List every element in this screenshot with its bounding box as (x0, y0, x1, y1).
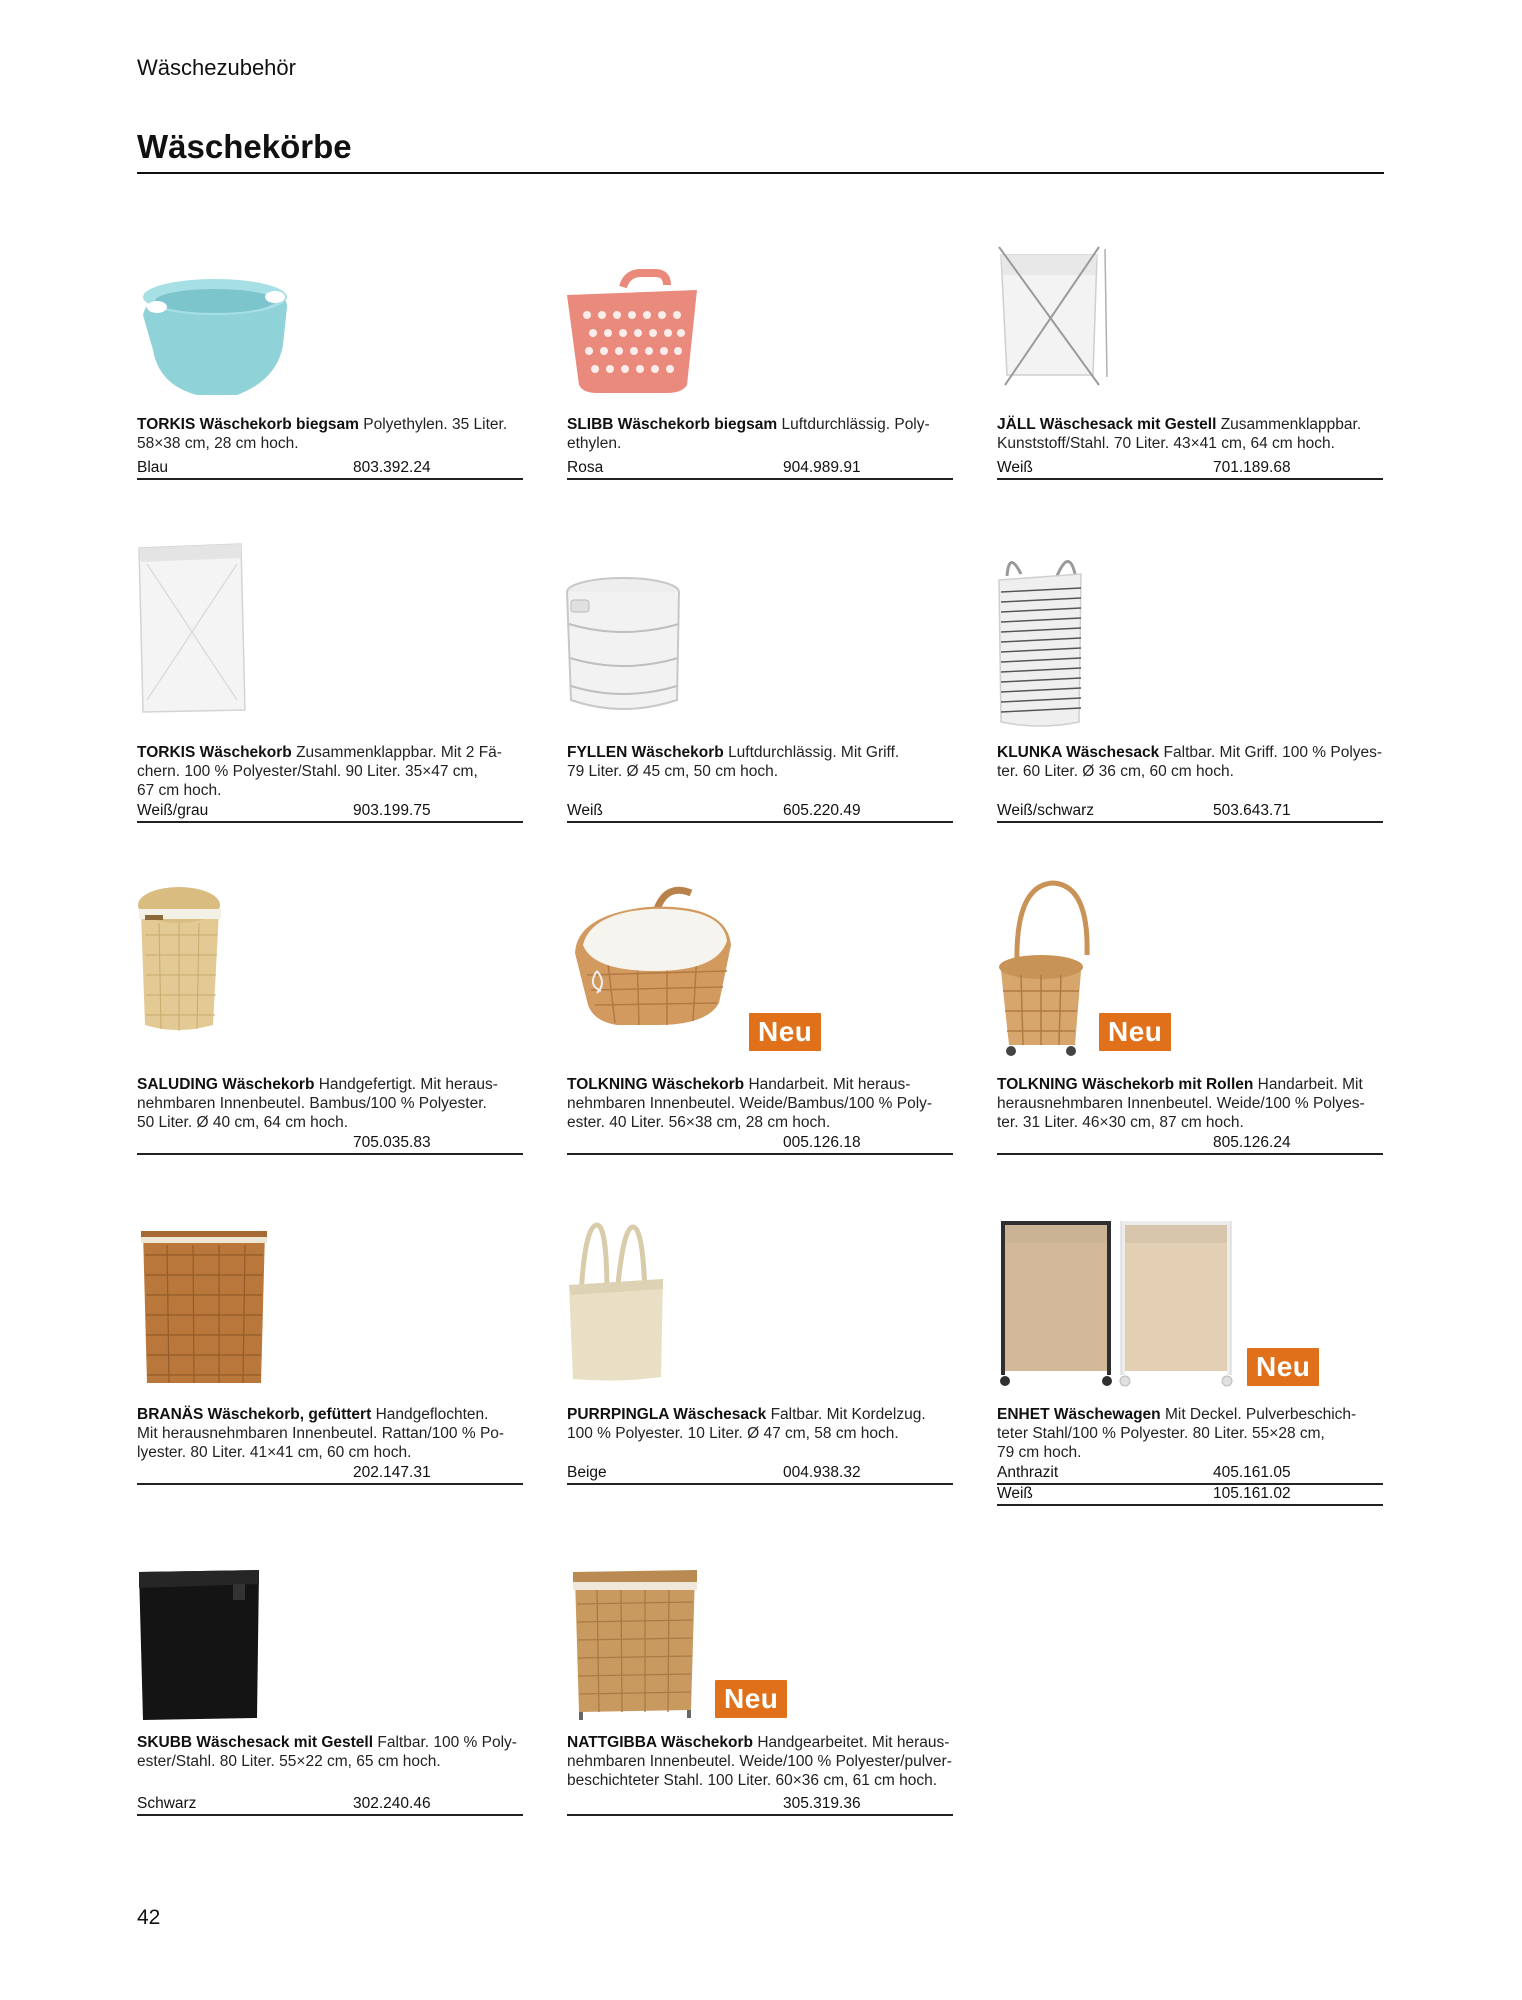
article-number: 004.938.32 (783, 1464, 861, 1481)
article-row (137, 1463, 523, 1485)
product-description (137, 743, 523, 800)
desc-line: nehmbaren Innenbeutel. Weide/Bambus/100 % Poly- (567, 1095, 933, 1112)
new-badge: Neu (1099, 1013, 1171, 1051)
variant-label: Weiß/grau (137, 802, 209, 819)
page-title: Wäschekörbe (137, 128, 352, 165)
product-name: SKUBB Wäschesack mit Gestell (137, 1734, 374, 1751)
page-number: 42 (137, 1906, 161, 1929)
product-description (997, 1075, 1383, 1132)
article-row (997, 801, 1383, 823)
product-image (567, 1215, 953, 1405)
desc-line: Luftdurchlässig. Mit Griff. (728, 744, 900, 761)
desc-line: nehmbaren Innenbeutel. Weide/100 % Polyester/pulver- (567, 1753, 952, 1770)
article-row (137, 1133, 523, 1155)
product-image (137, 875, 523, 1065)
desc-line: lyester. 80 Liter. 41×41 cm, 60 cm hoch. (137, 1444, 412, 1461)
article-row (997, 458, 1383, 480)
variant-label: Weiß (997, 1485, 1033, 1502)
article-row (137, 458, 523, 480)
article-row (137, 1794, 523, 1816)
article-number: 202.147.31 (353, 1464, 431, 1481)
article-row (567, 801, 953, 823)
product-description (567, 1733, 953, 1790)
product-description (997, 743, 1383, 781)
variant-label: Schwarz (137, 1795, 197, 1812)
desc-line: ester/Stahl. 80 Liter. 55×22 cm, 65 cm hoch. (137, 1753, 441, 1770)
desc-line: Faltbar. Mit Griff. 100 % Polyes- (1163, 744, 1383, 761)
article-number: 805.126.24 (1213, 1134, 1291, 1151)
desc-line: 79 cm hoch. (997, 1444, 1082, 1461)
desc-line: ethylen. (567, 435, 622, 452)
product-image (567, 1560, 953, 1750)
product-image (137, 1215, 523, 1405)
desc-line: Handgeflochten. (375, 1406, 489, 1423)
desc-line: ester. 40 Liter. 56×38 cm, 28 cm hoch. (567, 1114, 831, 1131)
article-row (137, 801, 523, 823)
desc-line: beschichteter Stahl. 100 Liter. 60×36 cm, 61 cm hoch. (567, 1772, 938, 1789)
article-row (567, 1133, 953, 1155)
product-image (567, 245, 953, 435)
product-description (137, 1075, 523, 1132)
product-image (997, 875, 1383, 1065)
desc-line: teter Stahl/100 % Polyester. 80 Liter. 55×28 cm, (997, 1425, 1325, 1442)
new-badge: Neu (749, 1013, 821, 1051)
product-description (137, 1405, 523, 1462)
desc-line: Polyethylen. 35 Liter. (363, 416, 508, 433)
product-image (137, 245, 523, 435)
product-description (567, 1405, 953, 1443)
desc-line: Zusammenklappbar. (1220, 416, 1362, 433)
product-description (137, 415, 523, 453)
desc-line: Handgearbeitet. Mit heraus- (757, 1734, 950, 1751)
product-image (997, 1215, 1383, 1405)
product-name: KLUNKA Wäschesack (997, 744, 1160, 761)
product-image (137, 1560, 523, 1750)
desc-line: Luftdurchlässig. Poly- (781, 416, 930, 433)
product-name: JÄLL Wäschesack mit Gestell (997, 416, 1217, 433)
product-name: ENHET Wäschewagen (997, 1406, 1161, 1423)
article-number: 705.035.83 (353, 1134, 431, 1151)
product-description (567, 743, 953, 781)
title-divider (137, 172, 1384, 174)
product-name: SLIBB Wäschekorb biegsam (567, 416, 778, 433)
product-name: TORKIS Wäschekorb biegsam (137, 416, 359, 433)
product-image (137, 540, 523, 730)
article-number: 605.220.49 (783, 802, 861, 819)
desc-line: Mit herausnehmbaren Innenbeutel. Rattan/100 % Po- (137, 1425, 505, 1442)
desc-line: Faltbar. 100 % Poly- (377, 1734, 517, 1751)
product-description (137, 1733, 523, 1771)
article-number: 302.240.46 (353, 1795, 431, 1812)
variant-label: Weiß (567, 802, 603, 819)
variant-label: Anthrazit (997, 1464, 1059, 1481)
variant-label: Blau (137, 459, 169, 476)
product-image (567, 540, 953, 730)
desc-line: 58×38 cm, 28 cm hoch. (137, 435, 299, 452)
article-number: 405.161.05 (1213, 1464, 1291, 1481)
article-number: 904.989.91 (783, 459, 861, 476)
variant-label: Beige (567, 1464, 607, 1481)
product-description (997, 415, 1383, 453)
desc-line: Handgefertigt. Mit heraus- (318, 1076, 498, 1093)
desc-line: Handarbeit. Mit heraus- (748, 1076, 911, 1093)
article-row (567, 1794, 953, 1816)
article-row (567, 1463, 953, 1485)
product-name: SALUDING Wäschekorb (137, 1076, 315, 1093)
article-row (997, 1463, 1383, 1485)
desc-line: ter. 31 Liter. 46×30 cm, 87 cm hoch. (997, 1114, 1244, 1131)
desc-line: 50 Liter. Ø 40 cm, 64 cm hoch. (137, 1114, 349, 1131)
new-badge: Neu (1247, 1348, 1319, 1386)
desc-line: ter. 60 Liter. Ø 36 cm, 60 cm hoch. (997, 763, 1234, 780)
product-description (567, 1075, 953, 1132)
product-name: BRANÄS Wäschekorb, gefüttert (137, 1406, 372, 1423)
desc-line: nehmbaren Innenbeutel. Bambus/100 % Polyester. (137, 1095, 487, 1112)
section-label: Wäschezubehör (137, 55, 296, 80)
product-name: NATTGIBBA Wäschekorb (567, 1734, 754, 1751)
desc-line: 67 cm hoch. (137, 782, 222, 799)
article-row (567, 458, 953, 480)
article-number: 701.189.68 (1213, 459, 1291, 476)
product-name: TOLKNING Wäschekorb (567, 1076, 745, 1093)
variant-label: Weiß (997, 459, 1033, 476)
product-image (997, 245, 1383, 435)
desc-line: chern. 100 % Polyester/Stahl. 90 Liter. 35×47 cm, (137, 763, 478, 780)
product-name: TOLKNING Wäschekorb mit Rollen (997, 1076, 1254, 1093)
desc-line: Handarbeit. Mit (1257, 1076, 1363, 1093)
product-name: FYLLEN Wäschekorb (567, 744, 724, 761)
product-name: TORKIS Wäschekorb (137, 744, 292, 761)
desc-line: herausnehmbaren Innenbeutel. Weide/100 % Polyes- (997, 1095, 1365, 1112)
variant-label: Weiß/schwarz (997, 802, 1095, 819)
desc-line: Kunststoff/Stahl. 70 Liter. 43×41 cm, 64 cm hoch. (997, 435, 1335, 452)
desc-line: Zusammenklappbar. Mit 2 Fä- (296, 744, 502, 761)
article-number: 105.161.02 (1213, 1485, 1291, 1502)
article-row (997, 1133, 1383, 1155)
new-badge: Neu (715, 1680, 787, 1718)
desc-line: Faltbar. Mit Kordelzug. (770, 1406, 926, 1423)
article-number: 005.126.18 (783, 1134, 861, 1151)
product-description (997, 1405, 1383, 1462)
desc-line: Mit Deckel. Pulverbeschich- (1164, 1406, 1357, 1423)
product-name: PURRPINGLA Wäschesack (567, 1406, 767, 1423)
product-image (997, 540, 1383, 730)
article-number: 803.392.24 (353, 459, 431, 476)
desc-line: 79 Liter. Ø 45 cm, 50 cm hoch. (567, 763, 779, 780)
article-number: 503.643.71 (1213, 802, 1291, 819)
article-number: 305.319.36 (783, 1795, 861, 1812)
desc-line: 100 % Polyester. 10 Liter. Ø 47 cm, 58 cm hoch. (567, 1425, 899, 1442)
variant-label: Rosa (567, 459, 604, 476)
article-number: 903.199.75 (353, 802, 431, 819)
product-description (567, 415, 953, 453)
article-row (997, 1484, 1383, 1506)
